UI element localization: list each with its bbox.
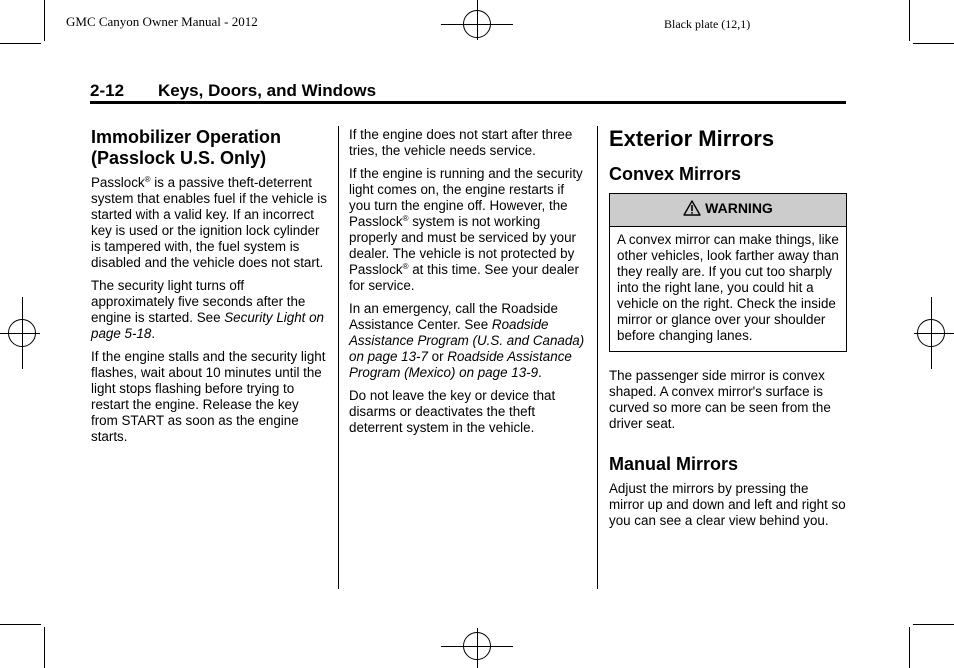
registered-mark: ®	[144, 175, 151, 184]
crop-mark-bl-h	[0, 624, 41, 625]
paragraph: If the engine is running and the security light comes on, the engine restarts if you turn the engine off. However, the Passlock® system is not working properly and must be serviced by your dealer. The vehicle is not protected by Passlock® at this time. See your dealer for service.	[349, 166, 583, 293]
column-3	[609, 126, 847, 536]
paragraph: The passenger side mirror is convex shaped. A convex mirror's surface is curved so more can be seen from the driver seat.	[609, 368, 831, 431]
column-1	[91, 127, 327, 452]
registered-mark: ®	[402, 214, 409, 223]
registered-mark: ®	[402, 262, 409, 271]
crop-mark-tr-h	[913, 43, 954, 44]
paragraph: The security light turns off approximately five seconds after the engine is started. See Security Light on page 5-18.	[91, 278, 324, 341]
paragraph: If the engine does not start after three tries, the vehicle needs service.	[349, 127, 573, 158]
crop-mark-tl-h	[0, 43, 41, 44]
column-divider-2	[597, 126, 598, 589]
cross-reference-link[interactable]: Security Light on page 5-18	[91, 310, 324, 341]
crop-mark-tl-v	[44, 0, 45, 41]
subsection-heading-manual: Manual Mirrors	[609, 454, 739, 474]
crop-mark-bl-v	[44, 627, 45, 668]
paragraph: Passlock® is a passive theft-deterrent system that enables fuel if the vehicle is started with a valid key. If an incorrect key is used or the ignition lock cylinder is tampered with, the fuel system is disabled and the vehicle does not start.	[91, 175, 327, 270]
column-divider-1	[338, 126, 339, 589]
subsection-heading-convex: Convex Mirrors	[609, 164, 742, 184]
section-title-exterior-mirrors: Exterior Mirrors	[609, 126, 775, 151]
chapter-title: Keys, Doors, and Windows	[158, 81, 377, 100]
manual-title: GMC Canyon Owner Manual - 2012	[66, 14, 258, 29]
warning-triangle-icon	[683, 200, 701, 219]
warning-text: A convex mirror can make things, like other vehicles, look farther away than they really are. If you cut too sharply into the right lane, you could hit a vehicle on the right. Check the inside mirror or glance over your shoulder before changing lanes.	[617, 232, 839, 343]
cross-reference-link[interactable]: Roadside Assistance Program (Mexico) on page 13-9	[349, 349, 572, 380]
column-2	[349, 127, 585, 443]
crop-mark-br-v	[909, 627, 910, 668]
page-number: 2-12	[90, 81, 125, 100]
warning-header	[610, 194, 846, 227]
crop-mark-br-h	[913, 624, 954, 625]
paragraph: If the engine stalls and the security light flashes, wait about 10 minutes until the light stops flashing before trying to restart the engine. Release the key from START as soon as the engine starts.	[91, 349, 326, 444]
chapter-rule	[90, 101, 846, 104]
warning-label: WARNING	[705, 200, 773, 216]
paragraph: In an emergency, call the Roadside Assistance Center. See Roadside Assistance Program (U.S. and Canada) on page 13-7 or Roadside Assistance Program (Mexico) on page 13-9.	[349, 301, 585, 380]
chapter-heading	[90, 81, 376, 101]
paragraph: Adjust the mirrors by pressing the mirror up and down and left and right so you can see a clear view behind you.	[609, 481, 846, 528]
section-heading-immobilizer: Immobilizer Operation (Passlock U.S. Only)	[91, 127, 282, 168]
crop-mark-tr-v	[909, 0, 910, 41]
cross-reference-link[interactable]: Roadside Assistance Program (U.S. and Canada) on page 13-7	[349, 317, 585, 364]
warning-box	[609, 193, 847, 352]
paragraph: Do not leave the key or device that disarms or deactivates the theft deterrent system in the vehicle.	[349, 388, 556, 435]
plate-label: Black plate (12,1)	[664, 17, 751, 31]
